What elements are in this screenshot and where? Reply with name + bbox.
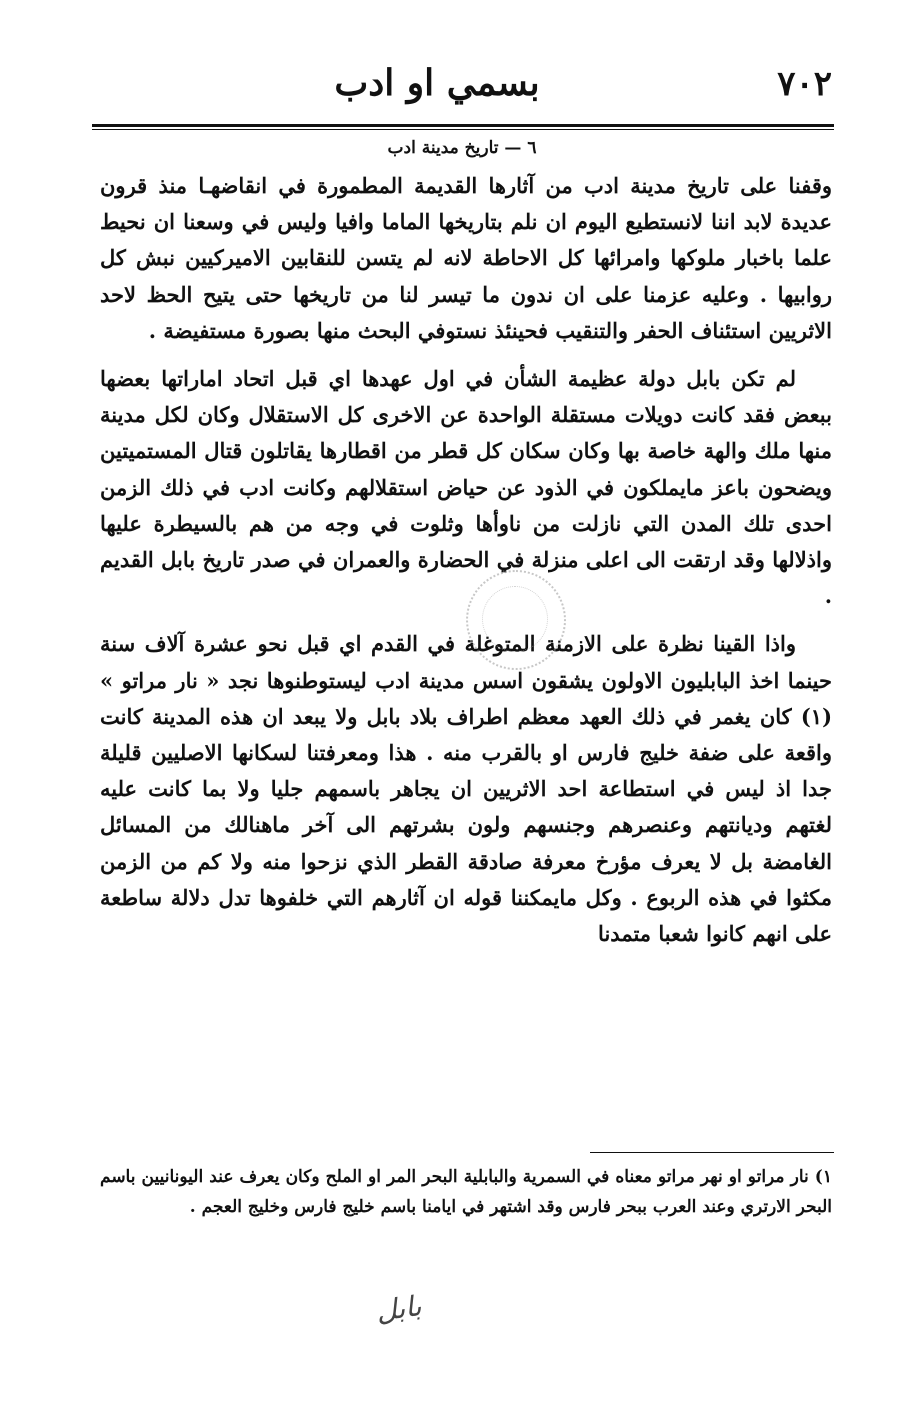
paragraph-2: لم تكن بابل دولة عظيمة الشأن في اول عهدها اي قبل اتحاد اماراتها بعضها ببعض فقد كانت دويلات مستقلة الواحدة عن الاخرى كل الاستقلال وكان لكل مدينة منها ملك والهة خاصة بها وكان سكان كل قطر من اقطارها يقاتلون قتال المستميتين ويضحون باعز مايملكون في الذود عن حياض استقلالهم وكانت ادب في ذلك الزمن احدى تلك المدن التي نازلت من ناوأها وثلوت في وجه من هم بالسيطرة عليها واذلالها وقد ارتقت الى اعلى منزلة في الحضارة والعمران في صدر تاريخ بابل القديم .	[100, 366, 833, 609]
page-number: ٧٠٢	[777, 64, 832, 104]
header-rule	[92, 124, 834, 130]
handwritten-mark: بابل	[373, 1289, 424, 1328]
running-title: بسمي او ادب	[334, 62, 540, 104]
page-header	[92, 62, 832, 112]
library-stamp	[466, 570, 566, 670]
paragraph-1: وقفنا على تاريخ مدينة ادب من آثارها القديمة المطمورة في انقاضهـا منذ قرون عديدة لابد اننا لانستطيع اليوم ان نلم بتاريخها الماما وافيا وليس في وسعنا ان نحيط علما باخبار ملوكها وامرائها كل الاحاطة لانه لم يتسن للنقابين الاميركيين نبش كل روابيها . وعليه عزمنا على ان ندون ما تيسر لنا من تاريخها حتى يتيح الحظ لاحد الاثريين استئناف الحفر والتنقيب فحينئذ نستوفي البحث منها بصورة مستفيضة .	[100, 173, 832, 343]
section-title: ٦ — تاريخ مدينة ادب	[387, 138, 537, 158]
footnote-rule	[590, 1152, 834, 1153]
paragraph-3: واذا القينا نظرة على الازمنة المتوغلة في القدم اي قبل نحو عشرة آلاف سنة حينما اخذ البابليون الاولون يشقون اسس مدينة ادب ليستوطنوها نجد « نار مراتو » (١) كان يغمر في ذلك العهد معظم اطراف بلاد بابل ولا يبعد ان هذه المدينة كانت واقعة على ضفة خليج فارس او بالقرب منه . هذا ومعرفتنا لسكانها الاصليين قليلة جدا اذ ليس في استطاعة احد الاثريين ان يجاهر باسمهم جليا ولا بما كانت عليه لغتهم وديانتهم وعنصرهم وجنسهم ولون بشرتهم الى آخر ماهنالك من المسائل الغامضة بل لا يعرف مؤرخ معرفة صادقة القطر الذي نزحوا منه ولا كم من الزمن مكثوا في هذه الربوع . وكل مايمكننا قوله ان آثارهم التي خلفوها تدل دلالة ساطعة على انهم كانوا شعبا متمدنا	[100, 631, 832, 947]
footnote: ١) نار مراتو او نهر مراتو معناه في السمرية والبابلية البحر المر او الملح وكان يعرف عند اليونانيين باسم البحر الارتري وعند العرب ببحر فارس وقد اشتهر في ايامنا باسم خليج فارس وخليج العجم .	[100, 1167, 832, 1217]
body-text	[100, 168, 832, 964]
